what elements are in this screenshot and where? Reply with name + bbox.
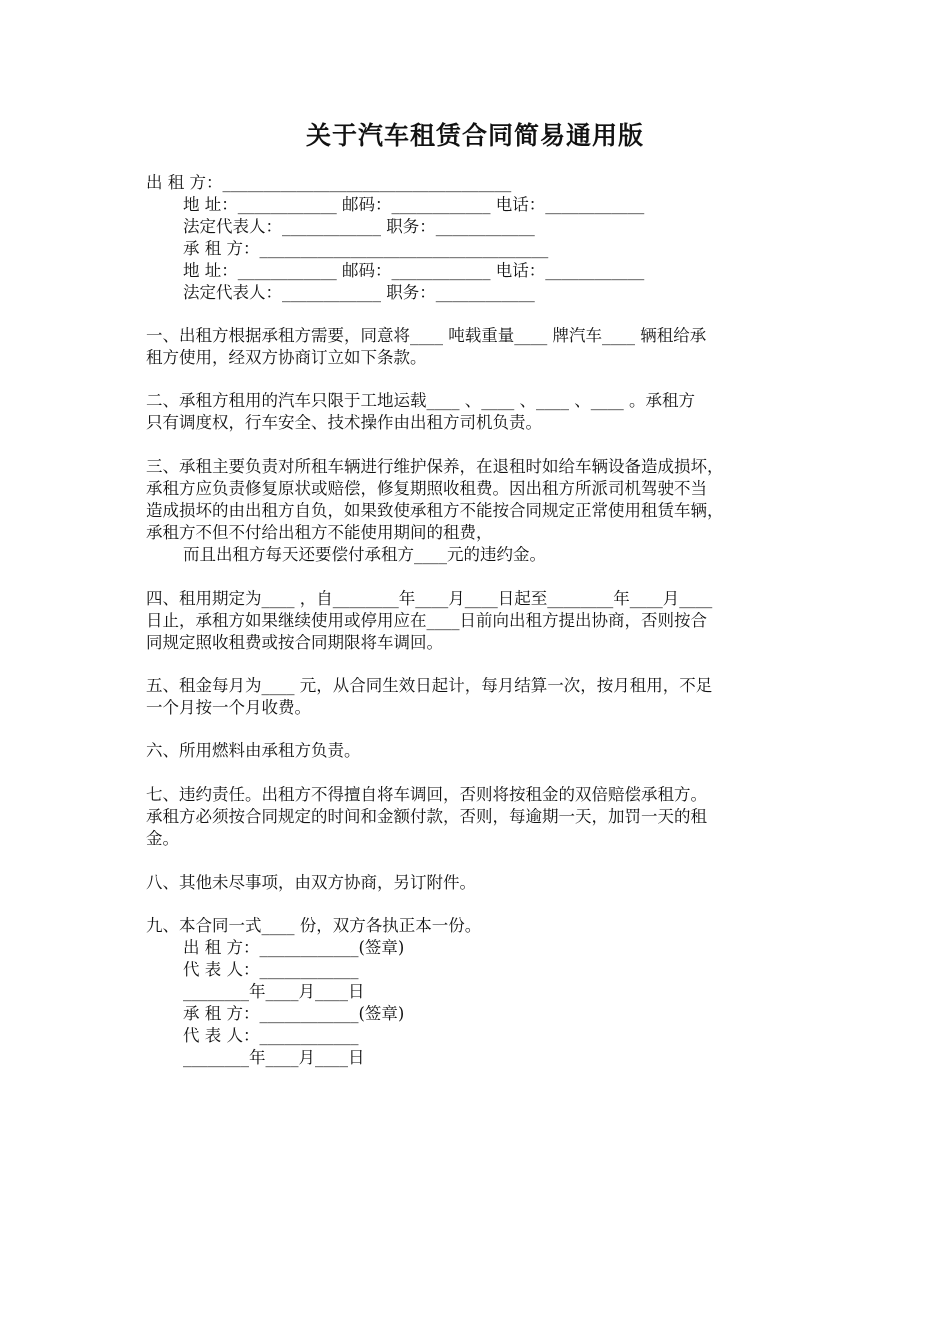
clause-7-line: 承租方必须按合同规定的时间和金额付款，否则，每逾期一天，加罚一天的租 bbox=[146, 807, 707, 826]
clause-2-line: 二、承租方租用的汽车只限于工地运载____ 、____ 、____ 、____ 。承租方 bbox=[146, 391, 695, 410]
lessee-representative-line: 法定代表人：____________ 职务：____________ bbox=[183, 283, 535, 302]
clause-8-line: 八、其他未尽事项，由双方协商，另订附件。 bbox=[146, 873, 476, 892]
clause-4-line: 四、租用期定为____ ，自________年____月____日起至________年____月____ bbox=[146, 589, 713, 608]
signature-lessor-representative: 代 表 人：____________ bbox=[183, 960, 359, 979]
lessor-address-line: 地 址：____________ 邮码：____________ 电话：____________ bbox=[183, 195, 645, 214]
document-title: 关于汽车租赁合同简易通用版 bbox=[305, 121, 644, 150]
lessee-address-line: 地 址：____________ 邮码：____________ 电话：____________ bbox=[183, 261, 645, 280]
clause-6-line: 六、所用燃料由承租方负责。 bbox=[146, 741, 361, 760]
clause-3-line: 承租方不但不付给出租方不能使用期间的租费， bbox=[146, 523, 493, 542]
lessor-line: 出 租 方：___________________________________ bbox=[146, 173, 512, 192]
clause-3-penalty-line: 而且出租方每天还要偿付承租方____元的违约金。 bbox=[183, 545, 546, 564]
clause-1-line: 一、出租方根据承租方需要，同意将____ 吨载重量____ 牌汽车____ 辆租给承 bbox=[146, 326, 707, 345]
signature-lessor: 出 租 方：____________(签章) bbox=[183, 938, 405, 957]
clause-5-line: 一个月按一个月收费。 bbox=[146, 698, 311, 717]
clause-1-line: 租方使用，经双方协商订立如下条款。 bbox=[146, 348, 427, 367]
signature-lessor-date: ________年____月____日 bbox=[183, 982, 365, 1001]
signature-lessee: 承 租 方：____________(签章) bbox=[183, 1004, 405, 1023]
clause-3-line: 承租方应负责修复原状或赔偿，修复期照收租费。因出租方所派司机驾驶不当 bbox=[146, 479, 707, 498]
lessee-line: 承 租 方：___________________________________ bbox=[183, 239, 549, 258]
clause-7-line: 七、违约责任。出租方不得擅自将车调回，否则将按租金的双倍赔偿承租方。 bbox=[146, 785, 707, 804]
clause-2-line: 只有调度权，行车安全、技术操作由出租方司机负责。 bbox=[146, 413, 542, 432]
signature-lessee-representative: 代 表 人：____________ bbox=[183, 1026, 359, 1045]
clause-4-line: 同规定照收租费或按合同期限将车调回。 bbox=[146, 633, 443, 652]
clause-9-line: 九、本合同一式____ 份，双方各执正本一份。 bbox=[146, 916, 482, 935]
clause-3-line: 三、承租主要负责对所租车辆进行维护保养，在退租时如给车辆设备造成损坏， bbox=[146, 457, 724, 476]
lessor-representative-line: 法定代表人：____________ 职务：____________ bbox=[183, 217, 535, 236]
clause-3-line: 造成损坏的由出租方自负，如果致使承租方不能按合同规定正常使用租赁车辆， bbox=[146, 501, 724, 520]
signature-lessee-date: ________年____月____日 bbox=[183, 1048, 365, 1067]
clause-4-line: 日止，承租方如果继续使用或停用应在____日前向出租方提出协商，否则按合 bbox=[146, 611, 707, 630]
clause-5-line: 五、租金每月为____ 元，从合同生效日起计，每月结算一次，按月租用，不足 bbox=[146, 676, 713, 695]
clause-7-line: 金。 bbox=[146, 829, 179, 848]
